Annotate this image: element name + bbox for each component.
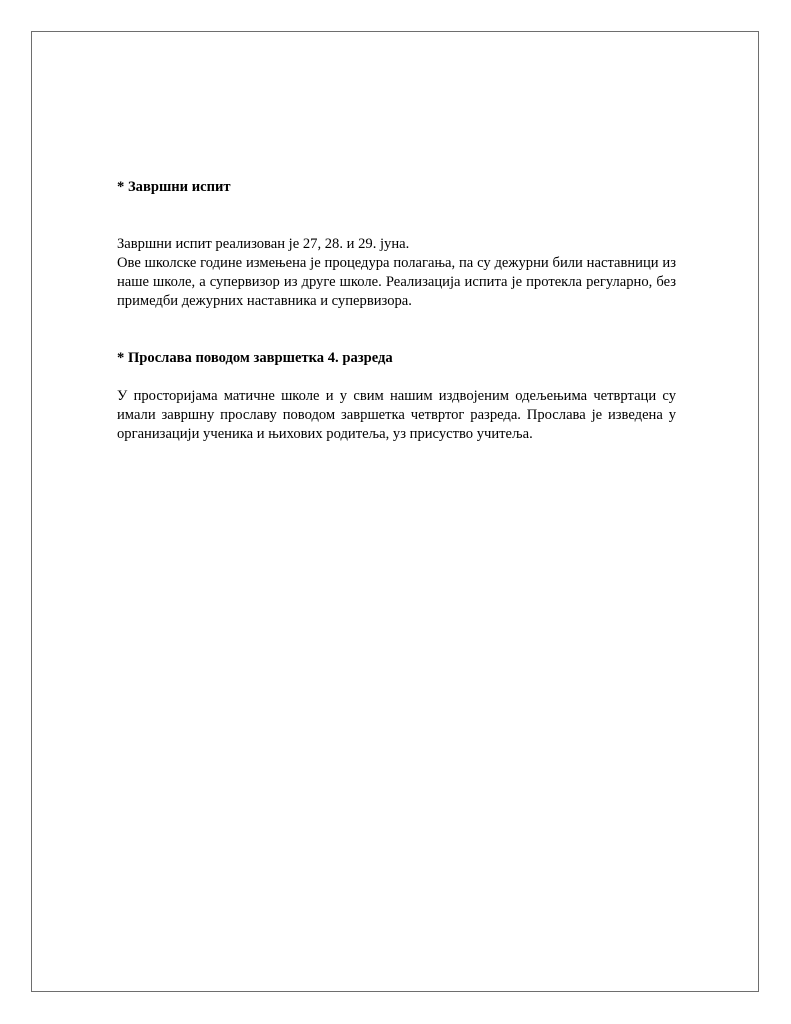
final-exam-paragraph: Ове школске године измењена је процедура полагања, па су дежурни били наставници из наше школе, а супервизор из друге школе. Реализација испита је протекла регуларно, без примедби дежурних наставника и супервизора. (117, 255, 676, 309)
section-heading-graduation-celebration: * Прослава поводом завршетка 4. разреда (117, 350, 393, 366)
final-exam-dates-line: Завршни испит реализован је 27, 28. и 29. јуна. (117, 236, 410, 252)
document-body (117, 178, 676, 444)
section-graduation-celebration (117, 349, 676, 444)
section-heading-final-exam: * Завршни испит (117, 179, 231, 195)
section-final-exam (117, 178, 676, 311)
page-border (31, 31, 759, 992)
graduation-celebration-paragraph: У просторијама матичне школе и у свим нашим издвојеним одељењима четвртаци су имали завршну прославу поводом завршетка четвртог разреда. Прослава је изведена у организацији ученика и њихових родитеља, уз присуство учитеља. (117, 388, 676, 442)
